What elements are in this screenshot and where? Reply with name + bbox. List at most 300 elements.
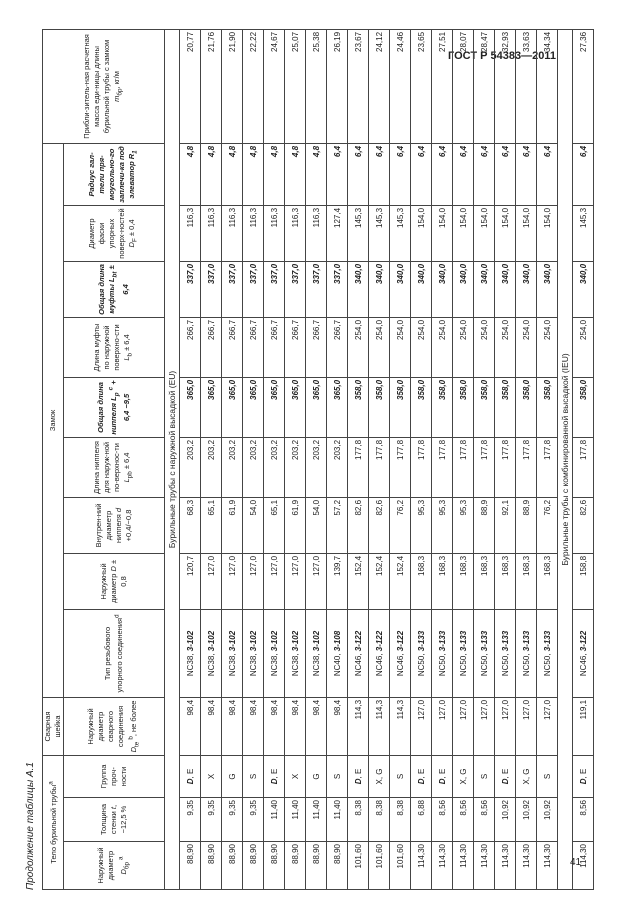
group-header-row bbox=[43, 29, 64, 889]
table-cell: NC50, 3-133 bbox=[474, 609, 495, 697]
group-weld bbox=[43, 697, 64, 755]
table-cell: 88,90 bbox=[201, 842, 222, 890]
table-cell: 266,7 bbox=[327, 317, 348, 377]
page-number: 41 bbox=[570, 857, 582, 868]
table-cell: 9,35 bbox=[222, 798, 243, 842]
table-cell: 88,90 bbox=[243, 842, 264, 890]
table-row bbox=[573, 29, 594, 889]
table-cell: 340,0 bbox=[495, 261, 516, 317]
table-cell: 154,0 bbox=[537, 205, 558, 261]
table-cell: 88,90 bbox=[327, 842, 348, 890]
table-cell: 88,90 bbox=[222, 842, 243, 890]
table-cell: 114,3 bbox=[369, 697, 390, 755]
table-cell: 154,0 bbox=[432, 205, 453, 261]
table-cell: 6,4 bbox=[390, 143, 411, 205]
table-cell: 27,51 bbox=[432, 29, 453, 143]
table-cell: 65,1 bbox=[264, 497, 285, 553]
table-cell: 68,3 bbox=[180, 497, 201, 553]
col-mass-label: Прибли-зитель-ная расчетная масса еди-ницы длины бурильной трубы с замком $m_{бр}$, кг/м bbox=[81, 34, 124, 139]
table-cell: 177,8 bbox=[516, 437, 537, 497]
table-cell: 8,38 bbox=[348, 798, 369, 842]
col-header-connection bbox=[64, 609, 165, 697]
table-cell: 28,07 bbox=[453, 29, 474, 143]
table-cell: S bbox=[474, 755, 495, 797]
table-cell: 203,2 bbox=[327, 437, 348, 497]
table-cell: 6,4 bbox=[495, 143, 516, 205]
table-cell: 158,8 bbox=[573, 553, 594, 609]
table-cell: NC38, 3-102 bbox=[306, 609, 327, 697]
table-cell: 154,0 bbox=[453, 205, 474, 261]
table-cell: 266,7 bbox=[201, 317, 222, 377]
table-cell: X, G bbox=[516, 755, 537, 797]
table-cell: 358,0 bbox=[369, 377, 390, 437]
table-cell: 82,6 bbox=[369, 497, 390, 553]
table-cell: 76,2 bbox=[537, 497, 558, 553]
table-cell: 8,38 bbox=[390, 798, 411, 842]
table-cell: 88,90 bbox=[264, 842, 285, 890]
table-cell: 145,3 bbox=[390, 205, 411, 261]
table-cell: 168,3 bbox=[453, 553, 474, 609]
table-cell: 266,7 bbox=[264, 317, 285, 377]
table-cell: 337,0 bbox=[306, 261, 327, 317]
table-caption: Продолжение таблицы А.1 bbox=[25, 762, 36, 890]
table-cell: 88,9 bbox=[474, 497, 495, 553]
table-cell: 114,30 bbox=[537, 842, 558, 890]
table-cell: D, E bbox=[180, 755, 201, 797]
table-cell: 119,1 bbox=[573, 697, 594, 755]
table-row bbox=[537, 29, 558, 889]
table-cell: 28,47 bbox=[474, 29, 495, 143]
section-header-row bbox=[165, 29, 180, 889]
table-cell: S bbox=[537, 755, 558, 797]
col-label: Наружный диаметр D ± 0,8 bbox=[99, 559, 128, 604]
table-cell: 9,35 bbox=[243, 798, 264, 842]
table-cell: NC46, 3-122 bbox=[369, 609, 390, 697]
table-cell: 266,7 bbox=[180, 317, 201, 377]
table-cell: 4,8 bbox=[264, 143, 285, 205]
col-header-wall bbox=[64, 798, 165, 842]
table-cell: 4,8 bbox=[222, 143, 243, 205]
table-cell: 6,88 bbox=[411, 798, 432, 842]
table-cell: 203,2 bbox=[180, 437, 201, 497]
col-header-fillet-radius bbox=[64, 143, 165, 205]
table-cell: 95,3 bbox=[432, 497, 453, 553]
table-cell: 337,0 bbox=[327, 261, 348, 317]
table-cell: 6,4 bbox=[537, 143, 558, 205]
drill-pipe-table bbox=[42, 29, 594, 890]
table-cell: 6,4 bbox=[327, 143, 348, 205]
table-cell: 340,0 bbox=[474, 261, 495, 317]
table-cell: 25,38 bbox=[306, 29, 327, 143]
table-cell: 6,4 bbox=[411, 143, 432, 205]
table-cell: 4,8 bbox=[243, 143, 264, 205]
table-cell: 8,56 bbox=[573, 798, 594, 842]
table-cell: 127,0 bbox=[495, 697, 516, 755]
table-cell: NC38, 3-102 bbox=[180, 609, 201, 697]
table-cell: 9,35 bbox=[180, 798, 201, 842]
table-cell: 365,0 bbox=[327, 377, 348, 437]
table-cell: 20,77 bbox=[180, 29, 201, 143]
table-cell: NC40, 3-108 bbox=[327, 609, 348, 697]
table-cell: 11,40 bbox=[264, 798, 285, 842]
table-cell: 24,12 bbox=[369, 29, 390, 143]
table-cell: 92,1 bbox=[495, 497, 516, 553]
col-header-weld-diam bbox=[64, 697, 165, 755]
table-cell: 177,8 bbox=[369, 437, 390, 497]
table-cell: 10,92 bbox=[516, 798, 537, 842]
table-cell: 358,0 bbox=[474, 377, 495, 437]
table-row bbox=[516, 29, 537, 889]
table-cell: 95,3 bbox=[411, 497, 432, 553]
table-row bbox=[411, 29, 432, 889]
table-cell: D, E bbox=[411, 755, 432, 797]
table-cell: 88,90 bbox=[306, 842, 327, 890]
table-cell: 4,8 bbox=[285, 143, 306, 205]
table-cell: 358,0 bbox=[411, 377, 432, 437]
table-cell: 254,0 bbox=[453, 317, 474, 377]
table-cell: 254,0 bbox=[348, 317, 369, 377]
section-header-row bbox=[558, 29, 573, 889]
col-header-grade bbox=[64, 755, 165, 797]
table-cell: 6,4 bbox=[573, 143, 594, 205]
table-row bbox=[180, 29, 201, 889]
table-row bbox=[390, 29, 411, 889]
table-cell: 65,1 bbox=[201, 497, 222, 553]
table-cell: NC46, 3-122 bbox=[348, 609, 369, 697]
table-cell: 358,0 bbox=[495, 377, 516, 437]
table-cell: 6,4 bbox=[453, 143, 474, 205]
table-cell: 116,3 bbox=[201, 205, 222, 261]
table-cell: 8,38 bbox=[369, 798, 390, 842]
section-title: Бурильные трубы с комбинированной высадкой (IEU) bbox=[558, 29, 573, 889]
table-cell: NC46, 3-122 bbox=[573, 609, 594, 697]
table-cell: 54,0 bbox=[243, 497, 264, 553]
table-cell: 127,0 bbox=[411, 697, 432, 755]
table-cell: 154,0 bbox=[495, 205, 516, 261]
table-cell: 11,40 bbox=[285, 798, 306, 842]
table-cell: 358,0 bbox=[573, 377, 594, 437]
table-cell: 203,2 bbox=[243, 437, 264, 497]
table-cell: 358,0 bbox=[432, 377, 453, 437]
table-cell: 168,3 bbox=[516, 553, 537, 609]
col-header-bevel-diam bbox=[64, 205, 165, 261]
table-cell: 98,4 bbox=[285, 697, 306, 755]
table-cell: NC38, 3-102 bbox=[222, 609, 243, 697]
table-cell: 254,0 bbox=[495, 317, 516, 377]
table-cell: 8,56 bbox=[474, 798, 495, 842]
table-cell: 116,3 bbox=[243, 205, 264, 261]
table-cell: D, E bbox=[573, 755, 594, 797]
table-cell: 120,7 bbox=[180, 553, 201, 609]
table-cell: 101,60 bbox=[348, 842, 369, 890]
table-cell: 358,0 bbox=[348, 377, 369, 437]
table-row bbox=[222, 29, 243, 889]
table-cell: 177,8 bbox=[453, 437, 474, 497]
table-cell: 365,0 bbox=[243, 377, 264, 437]
table-cell: 254,0 bbox=[474, 317, 495, 377]
table-cell: 168,3 bbox=[537, 553, 558, 609]
table-cell: 88,9 bbox=[516, 497, 537, 553]
group-pipe-body bbox=[43, 755, 64, 889]
table-row bbox=[474, 29, 495, 889]
col-label: Диаметр фаски упорных поверх-ностей $D_F \pm 0,4$ bbox=[87, 208, 139, 259]
table-cell: 365,0 bbox=[306, 377, 327, 437]
table-cell: 4,8 bbox=[306, 143, 327, 205]
table-cell: 340,0 bbox=[516, 261, 537, 317]
table-cell: S bbox=[327, 755, 348, 797]
table-cell: 11,40 bbox=[327, 798, 348, 842]
table-cell: 34,34 bbox=[537, 29, 558, 143]
table-cell: G bbox=[222, 755, 243, 797]
table-row bbox=[327, 29, 348, 889]
table-cell: 365,0 bbox=[264, 377, 285, 437]
table-cell: 114,30 bbox=[495, 842, 516, 890]
table-cell: 177,8 bbox=[390, 437, 411, 497]
table-cell: 154,0 bbox=[474, 205, 495, 261]
table-cell: 127,4 bbox=[327, 205, 348, 261]
col-label: Толщина стенки t, −12,5 % bbox=[99, 803, 128, 836]
col-header-mass bbox=[43, 29, 165, 143]
table-cell: 116,3 bbox=[180, 205, 201, 261]
table-cell: 98,4 bbox=[201, 697, 222, 755]
table-cell: 254,0 bbox=[390, 317, 411, 377]
table-cell: 6,4 bbox=[348, 143, 369, 205]
table-row bbox=[348, 29, 369, 889]
table-row bbox=[306, 29, 327, 889]
table-cell: NC50, 3-133 bbox=[453, 609, 474, 697]
table-cell: 203,2 bbox=[201, 437, 222, 497]
table-cell: 27,36 bbox=[573, 29, 594, 143]
table-cell: D, E bbox=[432, 755, 453, 797]
table-cell: 4,8 bbox=[201, 143, 222, 205]
table-cell: NC50, 3-133 bbox=[516, 609, 537, 697]
table-cell: 340,0 bbox=[390, 261, 411, 317]
table-cell: X, G bbox=[369, 755, 390, 797]
table-cell: 177,8 bbox=[495, 437, 516, 497]
table-cell: 114,30 bbox=[411, 842, 432, 890]
table-cell: 337,0 bbox=[222, 261, 243, 317]
table-cell: 266,7 bbox=[222, 317, 243, 377]
table-cell: NC38, 3-102 bbox=[243, 609, 264, 697]
table-cell: 340,0 bbox=[369, 261, 390, 317]
table-cell: 266,7 bbox=[306, 317, 327, 377]
table-cell: 98,4 bbox=[222, 697, 243, 755]
table-cell: 177,8 bbox=[474, 437, 495, 497]
table-cell: 114,3 bbox=[348, 697, 369, 755]
table-cell: 127,0 bbox=[201, 553, 222, 609]
table-cell: 340,0 bbox=[453, 261, 474, 317]
col-header-box-total-length bbox=[64, 261, 165, 317]
table-cell: 88,90 bbox=[285, 842, 306, 890]
table-cell: 114,30 bbox=[573, 842, 594, 890]
table-cell: 9,35 bbox=[201, 798, 222, 842]
table-cell: 23,65 bbox=[411, 29, 432, 143]
table-cell: 57,2 bbox=[327, 497, 348, 553]
table-cell: 152,4 bbox=[348, 553, 369, 609]
table-cell: 21,76 bbox=[201, 29, 222, 143]
table-cell: 98,4 bbox=[306, 697, 327, 755]
table-cell: 6,4 bbox=[432, 143, 453, 205]
table-cell: 32,93 bbox=[495, 29, 516, 143]
table-cell: 127,0 bbox=[285, 553, 306, 609]
table-cell: X bbox=[285, 755, 306, 797]
table-cell: 116,3 bbox=[285, 205, 306, 261]
table-cell: 152,4 bbox=[369, 553, 390, 609]
table-cell: D, E bbox=[264, 755, 285, 797]
table-cell: 337,0 bbox=[243, 261, 264, 317]
table-cell: 127,0 bbox=[432, 697, 453, 755]
table-cell: 26,19 bbox=[327, 29, 348, 143]
table-cell: 22,22 bbox=[243, 29, 264, 143]
table-cell: 88,90 bbox=[180, 842, 201, 890]
table-row bbox=[285, 29, 306, 889]
table-cell: 340,0 bbox=[348, 261, 369, 317]
col-header-pin-outer-length bbox=[64, 437, 165, 497]
column-header-row bbox=[64, 29, 165, 889]
table-cell: 168,3 bbox=[411, 553, 432, 609]
section-title: Бурильные трубы с наружной высадкой (EU) bbox=[165, 29, 180, 889]
table-cell: 23,67 bbox=[348, 29, 369, 143]
col-label: Внутрен-ний диаметр ниппеля d +0,4/−0,8 bbox=[94, 503, 133, 548]
table-cell: 114,3 bbox=[390, 697, 411, 755]
table-cell: 358,0 bbox=[390, 377, 411, 437]
table-cell: 95,3 bbox=[453, 497, 474, 553]
table-cell: 340,0 bbox=[537, 261, 558, 317]
table-cell: 6,4 bbox=[516, 143, 537, 205]
table-cell: NC38, 3-102 bbox=[264, 609, 285, 697]
table-cell: 6,4 bbox=[369, 143, 390, 205]
table-cell: 11,40 bbox=[306, 798, 327, 842]
table-body bbox=[165, 29, 594, 889]
table-cell: 101,60 bbox=[390, 842, 411, 890]
col-label: Наружный диаметр сварного соединения $D_{te}$ $^b$, не более bbox=[86, 700, 140, 753]
table-cell: 98,4 bbox=[327, 697, 348, 755]
table-cell: NC46, 3-122 bbox=[390, 609, 411, 697]
table-cell: NC50, 3-133 bbox=[432, 609, 453, 697]
table-row bbox=[201, 29, 222, 889]
col-label: Наружный диаметр $D_{бр}$ $^a$ bbox=[96, 847, 130, 884]
table-cell: 61,9 bbox=[222, 497, 243, 553]
table-cell: D, E bbox=[495, 755, 516, 797]
table-cell: 337,0 bbox=[285, 261, 306, 317]
col-header-box-outer-length bbox=[64, 317, 165, 377]
table-cell: 168,3 bbox=[474, 553, 495, 609]
table-cell: 114,30 bbox=[474, 842, 495, 890]
table-row bbox=[243, 29, 264, 889]
table-cell: 337,0 bbox=[180, 261, 201, 317]
table-cell: X, G bbox=[453, 755, 474, 797]
table-cell: 127,0 bbox=[306, 553, 327, 609]
table-cell: 177,8 bbox=[537, 437, 558, 497]
col-header-outer-diam bbox=[64, 842, 165, 890]
table-cell: 116,3 bbox=[264, 205, 285, 261]
table-cell: 358,0 bbox=[453, 377, 474, 437]
table-row bbox=[369, 29, 390, 889]
table-cell: 154,0 bbox=[411, 205, 432, 261]
table-cell: 254,0 bbox=[573, 317, 594, 377]
table-cell: 266,7 bbox=[243, 317, 264, 377]
table-cell: 254,0 bbox=[369, 317, 390, 377]
table-cell: 358,0 bbox=[516, 377, 537, 437]
table-cell: 254,0 bbox=[537, 317, 558, 377]
table-row bbox=[264, 29, 285, 889]
table-cell: 127,0 bbox=[516, 697, 537, 755]
table-cell: D, E bbox=[348, 755, 369, 797]
col-header-lock-outer-diam bbox=[64, 553, 165, 609]
table-row bbox=[495, 29, 516, 889]
table-cell: 266,7 bbox=[285, 317, 306, 377]
table-cell: 337,0 bbox=[264, 261, 285, 317]
rotated-table-block bbox=[15, 30, 588, 890]
table-cell: 4,8 bbox=[180, 143, 201, 205]
table-cell: X bbox=[201, 755, 222, 797]
table-cell: NC38, 3-102 bbox=[201, 609, 222, 697]
table-cell: 82,6 bbox=[573, 497, 594, 553]
col-label: Тип резьбового упорного соединения$^d$ bbox=[102, 614, 125, 693]
table-cell: 358,0 bbox=[537, 377, 558, 437]
col-label: Общая длина ниппеля $L_p$ $^c$ + 6,4 −9,5 bbox=[96, 380, 131, 435]
table-cell: 127,0 bbox=[453, 697, 474, 755]
table-cell: 203,2 bbox=[264, 437, 285, 497]
table-cell: 340,0 bbox=[411, 261, 432, 317]
col-label: Длина ниппеля для наруж-ной по-верхнос-ти $L_{pb} \pm 6,4$ bbox=[92, 441, 134, 494]
group-lock bbox=[43, 143, 64, 697]
standard-header: ГОСТ Р 54383—2011 bbox=[448, 50, 556, 62]
table-cell: 365,0 bbox=[222, 377, 243, 437]
group-pipe-label: Тело бурильной трубы$^a$ bbox=[47, 781, 59, 864]
table-cell: 168,3 bbox=[495, 553, 516, 609]
table-cell: S bbox=[390, 755, 411, 797]
table-cell: 254,0 bbox=[432, 317, 453, 377]
table-cell: 116,3 bbox=[306, 205, 327, 261]
table-cell: 340,0 bbox=[432, 261, 453, 317]
col-header-pin-total-length bbox=[64, 377, 165, 437]
table-cell: 254,0 bbox=[516, 317, 537, 377]
table-cell: 177,8 bbox=[432, 437, 453, 497]
table-cell: 98,4 bbox=[243, 697, 264, 755]
table-cell: 203,2 bbox=[306, 437, 327, 497]
table-cell: 114,30 bbox=[516, 842, 537, 890]
col-label: Группа проч-ности bbox=[99, 764, 128, 789]
table-cell: NC50, 3-133 bbox=[537, 609, 558, 697]
table-cell: 127,0 bbox=[264, 553, 285, 609]
group-lock-label: Замок bbox=[48, 409, 57, 432]
table-cell: 8,56 bbox=[432, 798, 453, 842]
table-cell: 177,8 bbox=[348, 437, 369, 497]
table-cell: 82,6 bbox=[348, 497, 369, 553]
table-cell: 365,0 bbox=[180, 377, 201, 437]
table-cell: G bbox=[306, 755, 327, 797]
table-cell: 101,60 bbox=[369, 842, 390, 890]
table-cell: 203,2 bbox=[222, 437, 243, 497]
table-cell: 114,30 bbox=[453, 842, 474, 890]
col-label: Общая длина муфты $L_{bt} \pm 6,4$ bbox=[97, 264, 130, 315]
group-weld-label: Сварная шейка bbox=[43, 711, 62, 742]
table-row bbox=[453, 29, 474, 889]
col-header-pin-inner-diam bbox=[64, 497, 165, 553]
table-cell: 61,9 bbox=[285, 497, 306, 553]
table-cell: NC50, 3-133 bbox=[495, 609, 516, 697]
table-cell: 365,0 bbox=[285, 377, 306, 437]
table-cell: 76,2 bbox=[390, 497, 411, 553]
table-cell: 177,8 bbox=[411, 437, 432, 497]
table-cell: 145,3 bbox=[348, 205, 369, 261]
table-cell: 127,0 bbox=[537, 697, 558, 755]
table-cell: 177,8 bbox=[573, 437, 594, 497]
table-cell: 127,0 bbox=[243, 553, 264, 609]
table-cell: 145,3 bbox=[369, 205, 390, 261]
table-cell: 154,0 bbox=[516, 205, 537, 261]
